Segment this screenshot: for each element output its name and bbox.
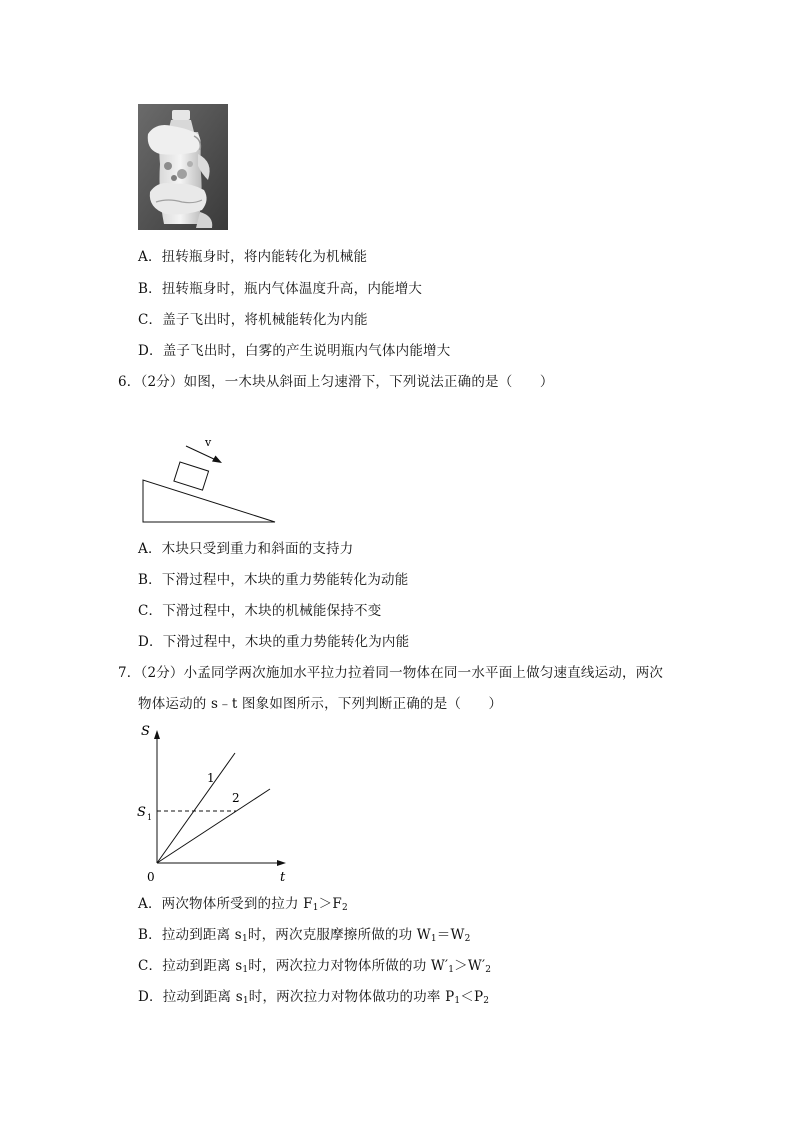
q6-option-a: A．木块只受到重力和斜面的支持力 [138,541,354,557]
q7-st-graph [130,718,300,888]
q7-option-b [138,926,471,948]
line-2-label: 2 [232,791,240,805]
y-axis-arrow [154,730,160,739]
q7-a-sub2: 2 [341,903,348,913]
q7-a-pre: A．两次物体所受到的拉力 F [138,896,313,912]
q7-option-c [138,957,491,979]
q7-d-mid: 时，两次拉力对物体做功的功率 P [248,989,455,1005]
q7-stem-line1: 7．（2分）小孟同学两次施加水平拉力拉着同一物体在同一水平面上做匀速直线运动，两次 [118,665,664,681]
q7-stem-line2: 物体运动的 s﹣t 图象如图所示，下列判断正确的是（ ） [138,696,503,712]
q5-option-b: B．扭转瓶身时，瓶内气体温度升高，内能增大 [138,281,423,297]
origin-label: 0 [147,870,155,884]
q5-option-a: A．扭转瓶身时，将内能转化为机械能 [138,249,368,265]
q6-option-d: D．下滑过程中，木块的重力势能转化为内能 [138,634,410,650]
q7-c-mid: 时，两次拉力对物体所做的功 W′ [248,958,449,974]
x-axis-label: t [280,870,286,885]
velocity-arrowhead [212,456,222,464]
q7-c-gt: ＞W′ [454,958,486,974]
y-axis-label: S [141,724,150,739]
wooden-block [174,462,209,490]
q7-d-sub3: 2 [483,996,490,1006]
q5-option-d: D．盖子飞出时，白雾的产生说明瓶内气体内能增大 [138,343,451,359]
q7-d-lt: ＜P [460,989,484,1005]
velocity-arrow [186,446,216,460]
line-1-label: 1 [207,771,215,785]
st-graph-svg [130,718,300,888]
q7-d-pre: D．拉动到距离 s [138,989,243,1005]
q7-c-pre: C．拉动到距离 s [138,958,243,974]
q7-c-sub1: 1 [242,965,249,975]
bottle-photo [138,104,228,230]
line-2 [157,789,270,863]
q6-option-c: C．下滑过程中，木块的机械能保持不变 [138,603,382,619]
q7-b-sub3: 2 [464,934,471,944]
q6-option-b: B．下滑过程中，木块的重力势能转化为动能 [138,572,409,588]
q7-d-sub2: 1 [454,996,461,1006]
bottle-photo-graphic [138,104,228,230]
q6-incline-figure [138,430,283,530]
q7-option-a [138,895,348,917]
q7-a-mid: ＞F [318,896,342,912]
q7-b-sub2: 1 [430,934,437,944]
line-1 [157,753,235,863]
q7-b-mid: 时，两次克服摩擦所做的功 W [247,927,431,943]
q7-c-sub2: 1 [448,965,455,975]
velocity-label: v [205,436,212,449]
s1-label-main: S [137,805,146,820]
x-axis-arrow [277,860,286,866]
q7-b-sub1: 1 [241,934,248,944]
incline-diagram [138,430,283,530]
s1-label-sub: 1 [147,813,153,822]
q7-d-sub1: 1 [242,996,249,1006]
q7-b-pre: B．拉动到距离 s [138,927,242,943]
incline-triangle [143,480,275,522]
q7-c-sub3: 2 [485,965,492,975]
q7-a-sub1: 1 [312,903,319,913]
q7-b-eq: ＝W [436,927,465,943]
q5-option-c: C．盖子飞出时，将机械能转化为内能 [138,312,368,328]
q7-option-d [138,988,489,1010]
q6-stem: 6．（2分）如图，一木块从斜面上匀速滑下，下列说法正确的是（ ） [118,374,554,390]
